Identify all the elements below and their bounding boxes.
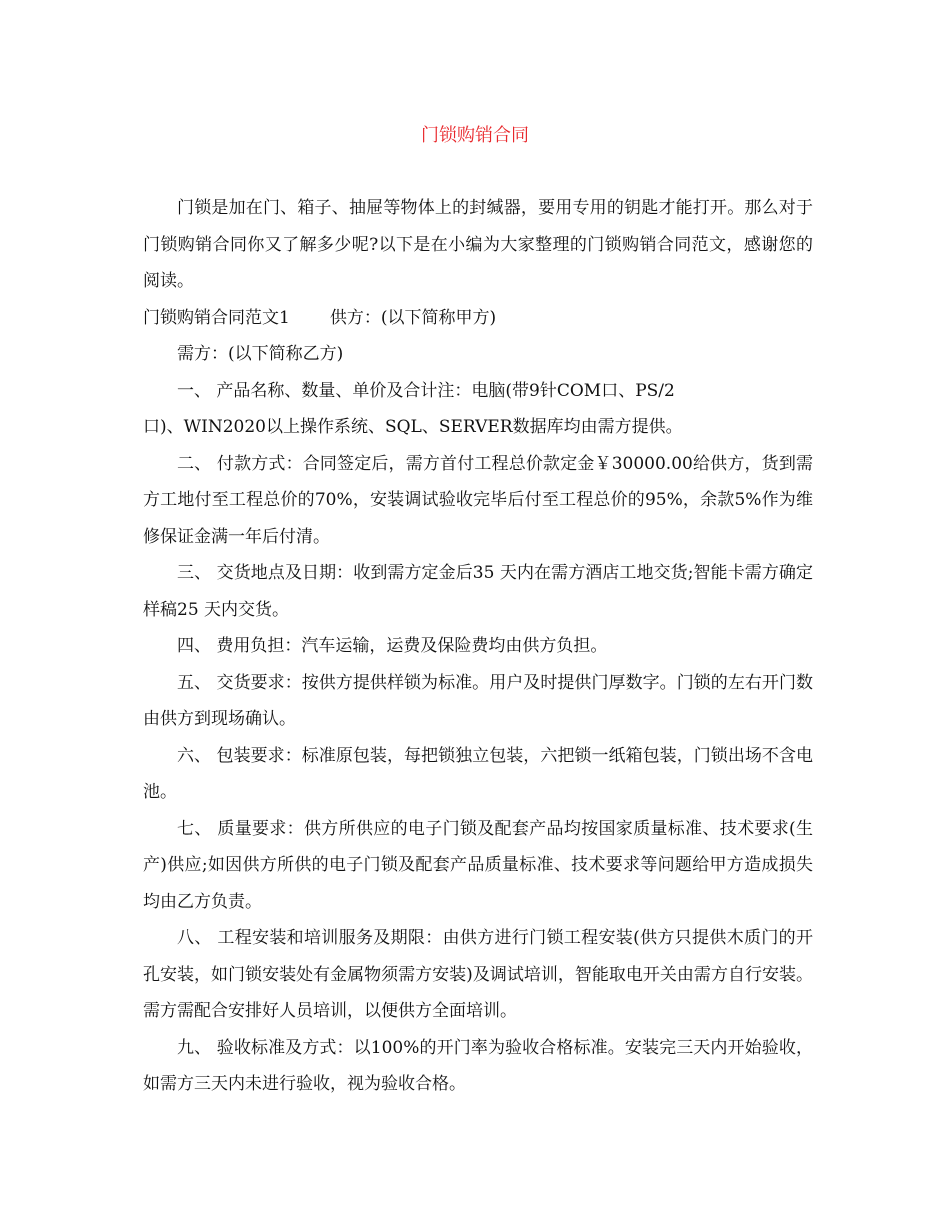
document-title: 门锁购销合同 bbox=[421, 125, 529, 146]
clause-9: 九、 验收标准及方式：以100%的开门率为验收合格标准。安装完三天内开始验收，如需方三天内未进行验收，视为验收合格。 bbox=[143, 1037, 813, 1094]
clause-3: 三、 交货地点及日期：收到需方定金后35 天内在需方酒店工地交货;智能卡需方确定样稿25 天内交货。 bbox=[143, 563, 813, 620]
contract-heading-title: 门锁购销合同范文1 bbox=[143, 307, 290, 328]
intro-paragraph: 门锁是加在门、箱子、抽屉等物体上的封缄器，要用专用的钥匙才能打开。那么对于门锁购销合同你又了解多少呢?以下是在小编为大家整理的门锁购销合同范文，感谢您的阅读。 bbox=[143, 198, 813, 291]
clause-6: 六、 包装要求：标准原包装，每把锁独立包装，六把锁一纸箱包装，门锁出场不含电池。 bbox=[143, 745, 813, 802]
party-b-label: 需方：(以下简称乙方) bbox=[177, 344, 344, 364]
contract-heading bbox=[143, 300, 813, 337]
clause-5: 五、 交货要求：按供方提供样锁为标准。用户及时提供门厚数字。门锁的左右开门数由供方到现场确认。 bbox=[143, 672, 813, 729]
clause-7: 七、 质量要求：供方所供应的电子门锁及配套产品均按国家质量标准、技术要求(生产)供应;如因供方所供的电子门锁及配套产品质量标准、技术要求等问题给甲方造成损失均由乙方负责。 bbox=[143, 818, 813, 912]
clause-2: 二、 付款方式：合同签定后，需方首付工程总价款定金￥30000.00给供方，货到需方工地付至工程总价的70%，安装调试验收完毕后付至工程总价的95%，余款5%作为维修保证金满一年后付清。 bbox=[143, 453, 813, 547]
clause-1-line-2: 口)、WIN2020以上操作系统、SQL、SERVER数据库均由需方提供。 bbox=[143, 417, 683, 437]
clause-1-line-1: 一、 产品名称、数量、单价及合计注：电脑(带9针COM口、PS/2 bbox=[177, 380, 675, 401]
clause-4: 四、 费用负担：汽车运输，运费及保险费均由供方负担。 bbox=[177, 636, 608, 656]
clause-8: 八、 工程安装和培训服务及期限：由供方进行门锁工程安装(供方只提供木质门的开孔安装，如门锁安装处有金属物须需方安装)及调试培训，智能取电开关由需方自行安装。需方需配合安排好人员培训，以便供方全面培训。 bbox=[143, 928, 813, 1021]
document-body bbox=[143, 190, 813, 1103]
party-a-label: 供方：(以下简称甲方) bbox=[329, 307, 497, 328]
